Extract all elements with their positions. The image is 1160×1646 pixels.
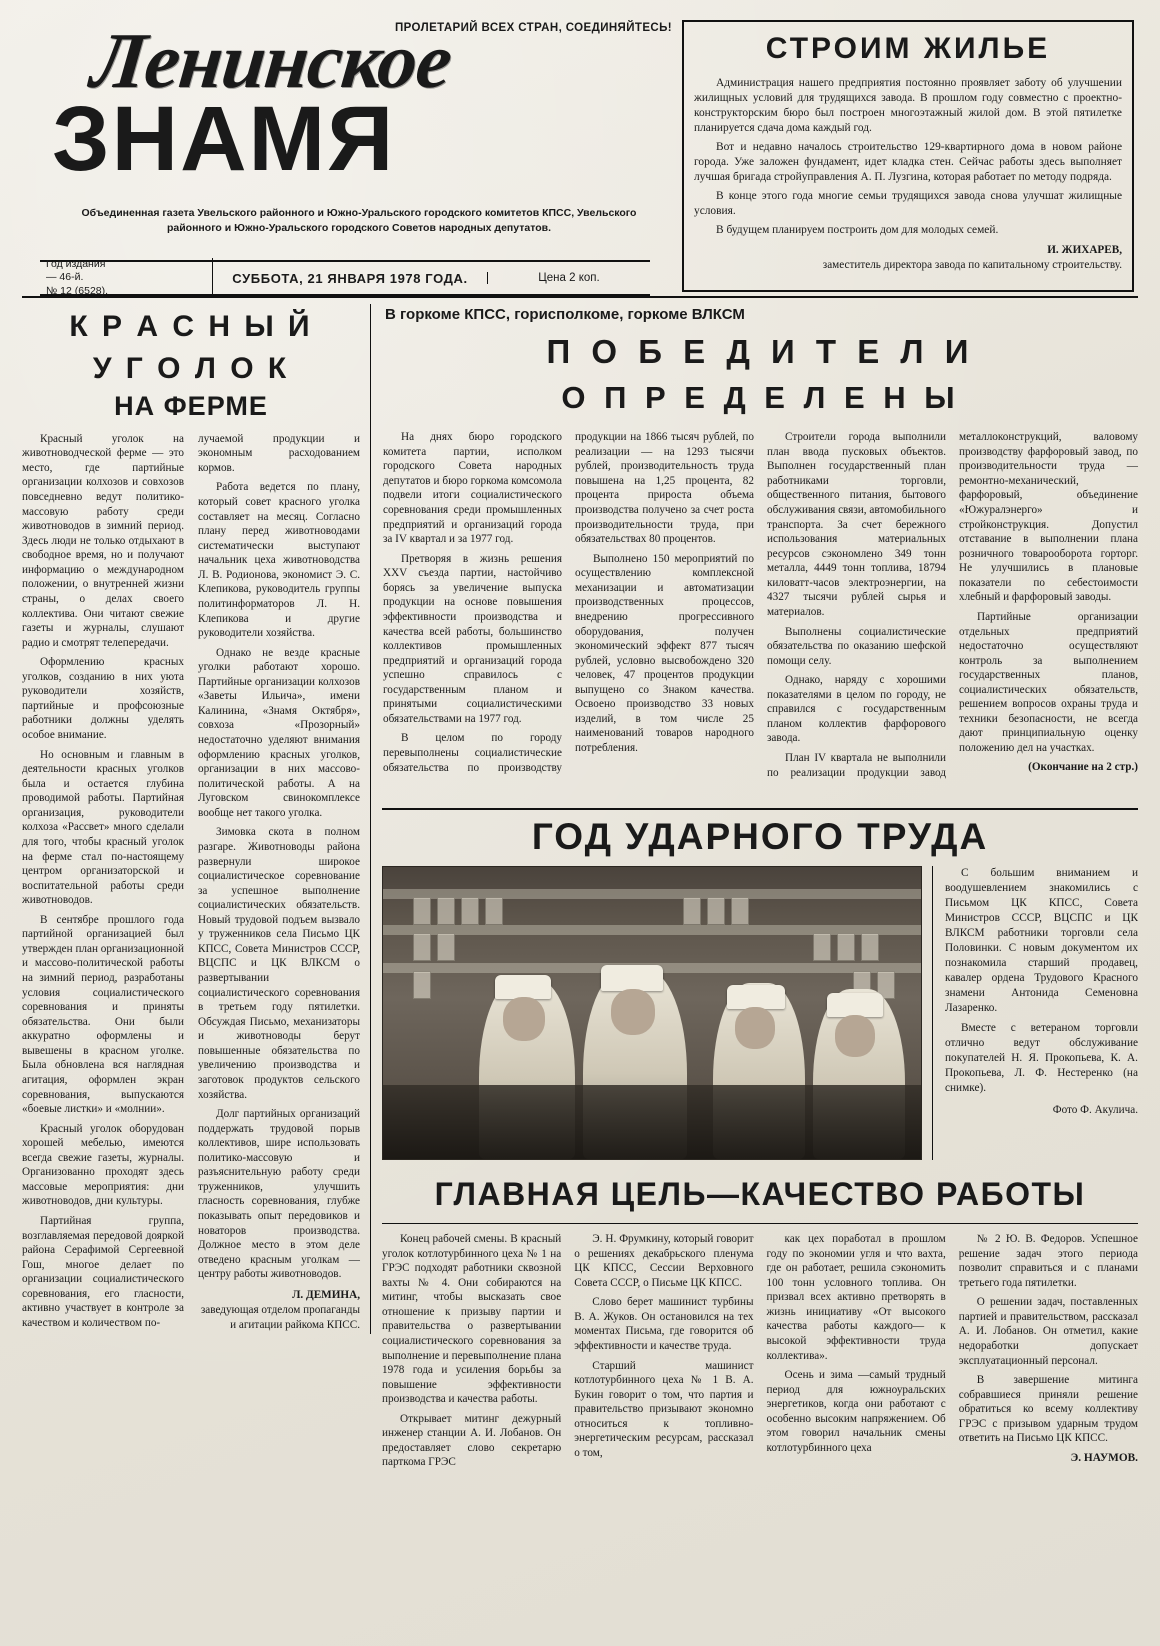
issue-year-1: Год издания [46, 258, 106, 271]
glavnaya-tsel-body [382, 1232, 1138, 1470]
paragraph: В сентябре прошлого года партийной организацией был утвержден план организационной и массово-политической работы на зимний период, разработаны условия социалистического соревнования и приняты обязательства. Они были аккуратно оформлены и вывешены в красном уголке. Была обновлена вся наглядная агитация, оформлен экран соревнования, выпускаются «боевые листки» и «молнии». [22, 913, 184, 1116]
masthead-subtitle: Объединенная газета Увельского районного и Южно-Уральского городского комитетов КПСС, Увельского районного и Южно-Уральского городского Советов народных депутатов. [81, 207, 637, 235]
paragraph: Партийная группа, возглавляемая передовой дояркой района Серафимой Сергеевной Гош, многое делает по организации социалистического соревнования, его гласности, активно участвует в контроле за качеством и количеством по- [22, 1215, 184, 1329]
shop-counter [383, 1085, 921, 1159]
paragraph: На днях бюро городского комитета партии, исполком городского Совета народных депутатов и бюро горкома комсомола подвели итоги социалистического соревнования среди промышленных предприятий и организаций города за IV квартал и за 1977 год. [383, 431, 562, 546]
paragraph: Администрация нашего предприятия постоянно проявляет заботу об улучшении жилищных условий для трудящихся завода. В прошлом году совместно с проектно-конструкторским бюро был построен многоэтажный жилой дом. В этой пятилетке планируется сдача дома каждый год. [694, 77, 1122, 135]
article-byline [198, 1288, 360, 1333]
paragraph: Выполнено 150 мероприятий по осуществлению комплексной механизации и автоматизации производственных процессов, внедрению прогрессивного оборудования, получен экономический эффект 877 тысяч рублей, условно высвобождено 320 человек, 47 процентов продукции выпущено со Знаком качества. Освоено производство 33 новых изделий, в том числе 25 наименований товаров народного потребления. [575, 552, 754, 754]
paragraph: Открывает митинг дежурный инженер станции А. И. Лобанов. Он предоставляет слово секретарю парткома ГРЭС [382, 1412, 562, 1469]
issue-price: Цена 2 коп. [487, 272, 650, 284]
paragraph: Старший машинист котлотурбинного цеха № 1 В. А. Букин говорит о том, что партия и правительство призывают экономно относиться к топливно-энергетическим ресурсам, рассказал о том, [574, 1359, 754, 1459]
pobediteli-title-2: О П Р Е Д Е Л Е Н Ы [561, 379, 960, 415]
photo-caption-article [932, 866, 1138, 1160]
krasny-ugolok-head-2: У Г О Л О К [92, 352, 290, 386]
section-god-udarnogo-truda [382, 798, 1138, 1470]
paragraph: Оформлению красных уголков, созданию в них уюта руководители хозяйств, партийные и профсоюзные работники должны уделять особое внимание. [22, 656, 184, 742]
paragraph: Э. Н. Фрумкину, который говорит о решениях декабрьского пленума ЦК КПСС, Сессии Верховного Совета СССР, о Письме ЦК КПСС. [574, 1233, 754, 1289]
signature-name: И. ЖИХАРЕВ, [1047, 244, 1122, 257]
masthead [22, 8, 1138, 296]
section-divider [382, 808, 1138, 810]
logo-line-2: ЗНАМЯ [52, 88, 396, 191]
article-signature: Э. НАУМОВ. [1070, 1451, 1138, 1464]
issue-number: № 12 (6528). [46, 284, 109, 297]
paragraph: как цех поработал в прошлом году по экономии угля и что вахта, где он работает, решила сэкономить 100 тонн условного топлива. Он призвал всех активно претворять в жизнь инициативу «От высокого качества работы каждого— к высокой эффективности труда коллектива». [766, 1233, 946, 1362]
paragraph: О решении задач, поставленных партией и правительством, рассказал А. И. Лобанов. Он отметил, какие недоработки допускает эксплуатационный персонал. [958, 1296, 1138, 1367]
photo-shop-workers [382, 866, 922, 1160]
glavnaya-tsel-title: ГЛАВНАЯ ЦЕЛЬ—КАЧЕСТВО РАБОТЫ [434, 1176, 1086, 1212]
god-udarnogo-truda-title: ГОД УДАРНОГО ТРУДА [531, 816, 989, 857]
krasny-ugolok-head-3: НА ФЕРМЕ [114, 390, 268, 421]
paragraph: № 2 Ю. В. Федоров. Успешное решение задач этого периода позволит справиться и с планами третьего года пятилетки. [958, 1233, 1138, 1289]
issue-bar [40, 260, 650, 296]
stroim-zhilye-title: СТРОИМ ЖИЛЬЕ [765, 32, 1051, 65]
paragraph: В будущем планируем построить дом для молодых семей. [716, 224, 999, 237]
pobediteli-body [383, 430, 1138, 780]
paragraph: В конце этого года многие семьи трудящихся завода снова улучшат жилищные условия. [694, 190, 1122, 218]
paragraph: Вместе с ветераном торговли отлично ведут обслуживание покупателей Н. Я. Прокопьева, К. А. Прокопьева, Л. Ф. Нестеренко (на снимке). [945, 1022, 1138, 1095]
pobediteli-title-1: П О Б Е Д И Т Е Л И [546, 333, 975, 370]
krasny-ugolok-head-1: К Р А С Н Ы Й [69, 310, 313, 343]
paragraph: Однако не везде красные уголки работают хорошо. Партийные организации колхозов «Заветы Ильича», имени Калинина, «Знамя Октября», совхоза «Прозорный» недостаточно уделяют внимания оформлению красных уголков, организации в них массово-политической работы. А на Луговском свинокомплексе вообще нет такого уголка. [198, 646, 360, 819]
issue-date: СУББОТА, 21 ЯНВАРЯ 1978 ГОДА. [232, 270, 468, 286]
paragraph: Работа ведется по плану, который совет красного уголка составляет на месяц. Согласно плану перед животноводами систематически выступают начальник цеха животноводства Л. В. Родионова, экономист Э. С. Клепикова, руководитель группы политинформаторов Л. Н. Клепикова и другие руководители хозяйства. [198, 481, 360, 640]
logo-line-1: Ленинское [87, 18, 456, 105]
paragraph: Строители города выполнили план ввода пусковых объектов. Выполнен государственный план работниками торговли, общественного питания, бытового обслуживания связи, автомобильного транспорта. За счет бережного использования материальных ресурсов сэкономлено 349 тонн металла, 4449 тонн топлива, 18794 киловатт-часов электроэнергии, на 4327 тысячи рублей сырья и материалов. [767, 431, 946, 618]
paragraph: Осень и зима —самый трудный период для южноуральских энергетиков, когда они работают с особенно высоким напряжением. Об этом говорил начальник смены котлотурбинного цеха [766, 1369, 946, 1454]
paragraph: Однако, наряду с хорошими показателями в целом по городу, не справился с государственным планом коллектив фарфорового завода. [767, 674, 946, 745]
paragraph: Красный уголок на животноводческой ферме — это место, где партийные организации колхозов и совхозов повседневно ведут политико-массовую работу среди животноводов в зимний период. Здесь люди не только отдыхают в свободное время, но и получают информацию о международном положении, о внутренней жизни страны, о делах своего коллектива. Они читают свежие газеты и журналы, слушают радио и смотрят телепередачи. [22, 432, 184, 649]
issue-year-block [40, 258, 213, 297]
signature-title: заместитель директора завода по капитальному строительству. [822, 259, 1122, 272]
section-divider-2 [382, 1223, 1138, 1224]
paragraph: Выполнены социалистические обязательства по оказанию шефской помощи селу. [767, 625, 946, 667]
paragraph: Красный уголок оборудован хорошей мебелью, имеются всегда свежие газеты, журналы. Организованно проходят здесь массовые мероприятия: дни животноводов, дни культуры. [22, 1122, 184, 1208]
paragraph: В целом по городу перевыполнены социалистические обязательства по производству продукции на 1866 тысяч рублей, по реализации — на 1293 тысячи рублей, производительность труда повышена на 1,25 процента, 82 процента прироста объема производства получено за счет роста производительности труда, при обязательствах 80 процентов. [383, 431, 754, 774]
paragraph: Но основным и главным в деятельности красных уголков была и остается глубина проводимой работы. Партийная организация, руководители колхоза «Рассвет» много сделали для того, чтобы красный уголок на ферме стал по-настоящему центром организаторской и воспитательной работы среди животноводов. [22, 748, 184, 907]
byline-title: заведующая отделом пропаганды и агитации райкома КПСС. [200, 1303, 360, 1332]
paragraph: В завершение митинга собравшиеся приняли решение обратиться ко всему коллективу ГРЭС с призывом ударным трудом ответить на Письмо ЦК КПСС. [958, 1374, 1138, 1445]
issue-year-2: — 46-й. [46, 271, 84, 284]
paragraph: Партийные организации отдельных предприятий недостаточно осуществляют контроль за выполнением государственных планов, социалистических обязательств, решением вопросов охраны труда и техники безопасности, не всегда дают принципиальную оценку положению дел на участках. [959, 610, 1138, 754]
article-signature [694, 243, 1122, 272]
paragraph: Долг партийных организаций поддержать трудовой порыв коллективов, шире использовать политико-массовую и разъяснительную работу среди труженников, улучшить гласность соревнования, глубже показывать опыт передовиков и новаторов производства. Должное место в этом деле отведено красным уголкам — центру работы животноводов. [198, 1108, 360, 1281]
paragraph: Вот и недавно началось строительство 129-квартирного дома в новом районе города. Уже заложен фундамент, идет кладка стен. Сейчас работы здесь выполняет лучшая бригада стройуправления А. П. Лузгина, которая работает по методу подряда. [694, 141, 1122, 184]
paragraph: Слово берет машинист турбины В. А. Жуков. Он остановился на тех моментах Письма, где говорится об эффективности и качестве труда. [574, 1296, 754, 1352]
article-stroim-zhilye [682, 20, 1134, 292]
pobediteli-kicker: В горкоме КПСС, горисполкоме, горкоме ВЛКСМ [385, 306, 745, 323]
paragraph: лучаемой продукции и экономным расходованием кормов. [198, 432, 360, 474]
paragraph: Конец рабочей смены. В красный уголок котлотурбинного цеха № 1 на ГРЭС подходят работники сквозной вахты № 4. Они собираются на митинг, чтобы высказать свое отношение к призыву партии и правительства о развертывании социалистического соревнования за выполнение и перевыполнение плана 1978 года и усиления борьбы за повышение эффективности производства и качества работы. [382, 1233, 562, 1406]
krasny-ugolok-body [22, 432, 360, 1335]
continuation-note: (Окончание на 2 стр.) [1028, 760, 1138, 773]
byline-name: Л. ДЕМИНА, [292, 1288, 360, 1301]
photo-credit: Фото Ф. Акулича. [1052, 1104, 1138, 1117]
party-slogan: ПРОЛЕТАРИЙ ВСЕХ СТРАН, СОЕДИНЯЙТЕСЬ! [394, 22, 672, 34]
paragraph: Зимовка скота в полном разгаре. Животноводы района развернули широкое социалистическое соревнование за успешное выполнение социалистических обязательств. Новый трудовой подъем вызвало у труженников села Письмо ЦК КПСС, Совета Министров СССР, ВЦСПС и ЦК ВЛКСМ о развертывании социалистического соревнования в третьем году пятилетки. Обсуждая Письмо, механизаторы и животноводы берут повышенные обязательства по увеличению производства и заготовок продуктов сельского хозяйства. [198, 826, 360, 1101]
paragraph: С большим вниманием и воодушевлением знакомились с Письмом ЦК КПСС, Совета Министров СССР, ВЦСПС и ЦК ВЛКСМ работники торговли села Половинки. С новым документом их познакомила старший продавец, кавалер ордена Трудового Красного знамени Антонида Семеновна Лазаренко. [945, 867, 1138, 1015]
article-krasny-ugolok [22, 304, 370, 1334]
paragraph: План IV квартала не выполнили по реализации продукции завод металлоконструкций, валовому производству фарфоровый завод, по производительности труда — ремонтно-механический, фарфоровый, объединение «Южуралэнерго» и стройконструкция. Допустил отставание в выполнении плана розничного товарооборота горторг. Не улучшились в плановые показатели по себестоимости хлебный и фарфоровый заводы. [767, 431, 1138, 779]
paragraph: Претворяя в жизнь решения XXV съезда партии, настойчиво борясь за увеличение выпуска продукции на основе повышения эффективности производства и качества всей работы, большинство коллективов промышленных предприятий и организаций города успешно справилось с государственным планом и принятыми социалистическими обязательствами на 1977 год. [383, 552, 562, 725]
